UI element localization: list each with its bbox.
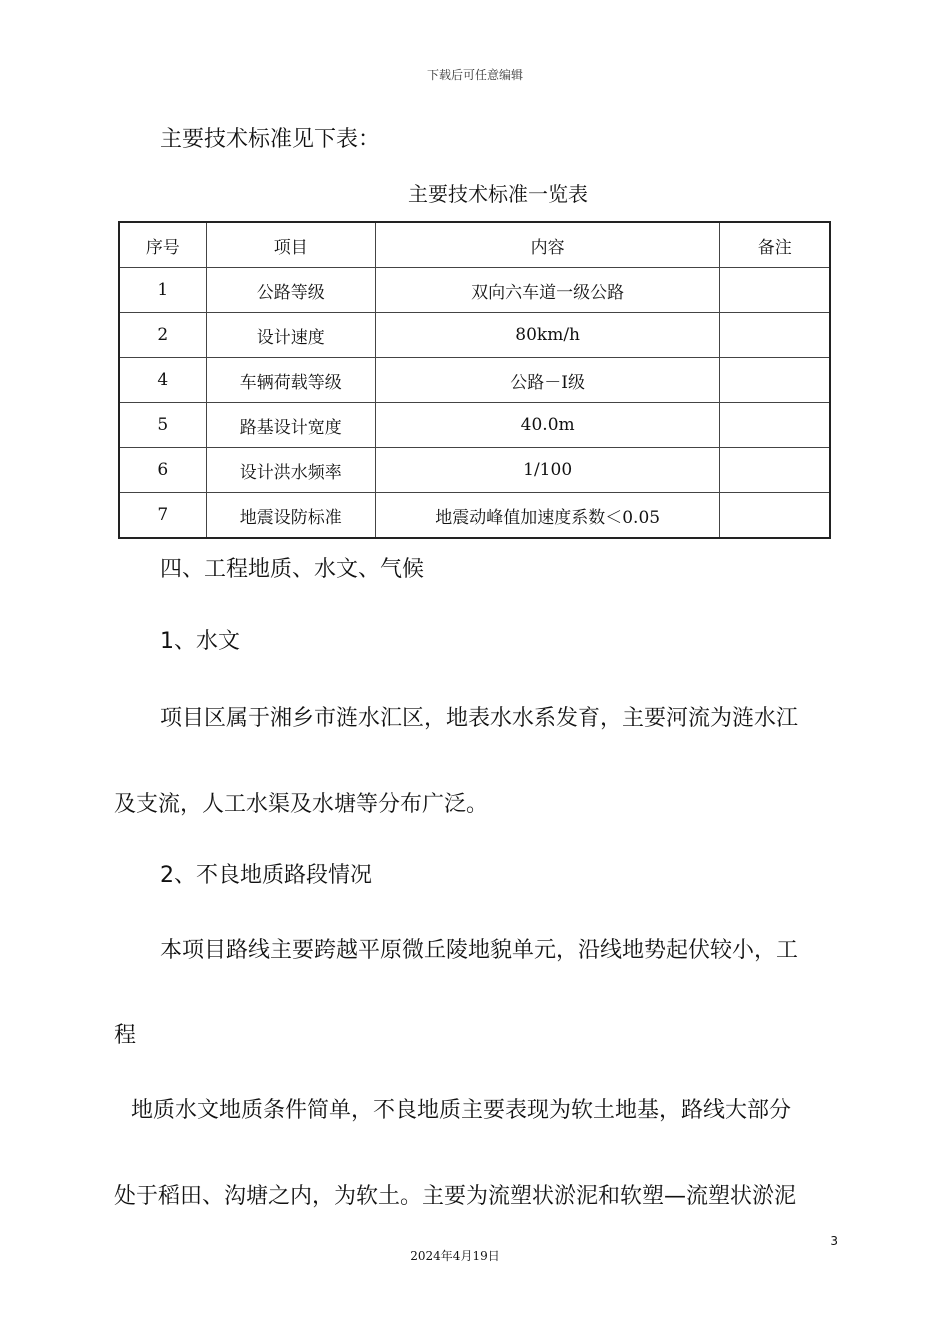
cell-item: 车辆荷载等级 bbox=[206, 358, 375, 403]
footer-date: 2024年4月19日 bbox=[410, 1249, 500, 1263]
table-row bbox=[119, 268, 830, 313]
cell-index: 1 bbox=[119, 268, 206, 313]
header-cell-content: 内容 bbox=[375, 222, 720, 268]
cell-content: 公路－Ⅰ级 bbox=[375, 358, 720, 403]
page-header: 下载后可任意编辑 bbox=[426, 68, 523, 82]
cell-remark bbox=[720, 268, 830, 313]
subsection-geology: 2、不良地质路段情况 bbox=[160, 863, 372, 888]
cell-content: 地震动峰值加速度系数＜0.05 bbox=[375, 493, 720, 539]
cell-item: 地震设防标准 bbox=[206, 493, 375, 539]
cell-remark bbox=[720, 403, 830, 448]
cell-remark bbox=[720, 313, 830, 358]
table-row bbox=[119, 313, 830, 358]
paragraph-line: 项目区属于湘乡市涟水汇区，地表水水系发育，主要河流为涟水江 bbox=[160, 706, 799, 731]
cell-remark bbox=[720, 358, 830, 403]
header-cell-index: 序号 bbox=[119, 222, 206, 268]
table-row bbox=[119, 448, 830, 493]
cell-remark bbox=[720, 493, 830, 539]
table-row bbox=[119, 358, 830, 403]
cell-index: 6 bbox=[119, 448, 206, 493]
subsection-hydrology: 1、水文 bbox=[160, 629, 240, 654]
table-caption: 主要技术标准一览表 bbox=[408, 182, 588, 206]
table-header-row bbox=[119, 222, 830, 268]
header-cell-remark: 备注 bbox=[720, 222, 830, 268]
paragraph-line: 本项目路线主要跨越平原微丘陵地貌单元，沿线地势起伏较小，工 bbox=[160, 938, 799, 963]
cell-index: 2 bbox=[119, 313, 206, 358]
cell-content: 80km/h bbox=[375, 313, 720, 358]
standards-table bbox=[118, 221, 831, 539]
paragraph-line: 处于稻田、沟塘之内，为软土。主要为流塑状淤泥和软塑—流塑状淤泥 bbox=[114, 1184, 797, 1209]
cell-content: 40.0m bbox=[375, 403, 720, 448]
cell-content: 1/100 bbox=[375, 448, 720, 493]
cell-index: 4 bbox=[119, 358, 206, 403]
paragraph-line: 程 bbox=[114, 1023, 137, 1048]
paragraph-line: 地质水文地质条件简单，不良地质主要表现为软土地基，路线大部分 bbox=[131, 1098, 792, 1123]
section-title: 四、工程地质、水文、气候 bbox=[160, 557, 425, 582]
table-row bbox=[119, 403, 830, 448]
cell-item: 路基设计宽度 bbox=[206, 403, 375, 448]
header-cell-item: 项目 bbox=[206, 222, 375, 268]
cell-item: 设计洪水频率 bbox=[206, 448, 375, 493]
cell-index: 5 bbox=[119, 403, 206, 448]
cell-item: 公路等级 bbox=[206, 268, 375, 313]
page-number: 3 bbox=[830, 1234, 838, 1248]
cell-item: 设计速度 bbox=[206, 313, 375, 358]
intro-text: 主要技术标准见下表： bbox=[160, 127, 381, 152]
table-row bbox=[119, 493, 830, 539]
paragraph-line: 及支流，人工水渠及水塘等分布广泛。 bbox=[114, 792, 489, 817]
cell-content: 双向六车道一级公路 bbox=[375, 268, 720, 313]
cell-index: 7 bbox=[119, 493, 206, 539]
cell-remark bbox=[720, 448, 830, 493]
